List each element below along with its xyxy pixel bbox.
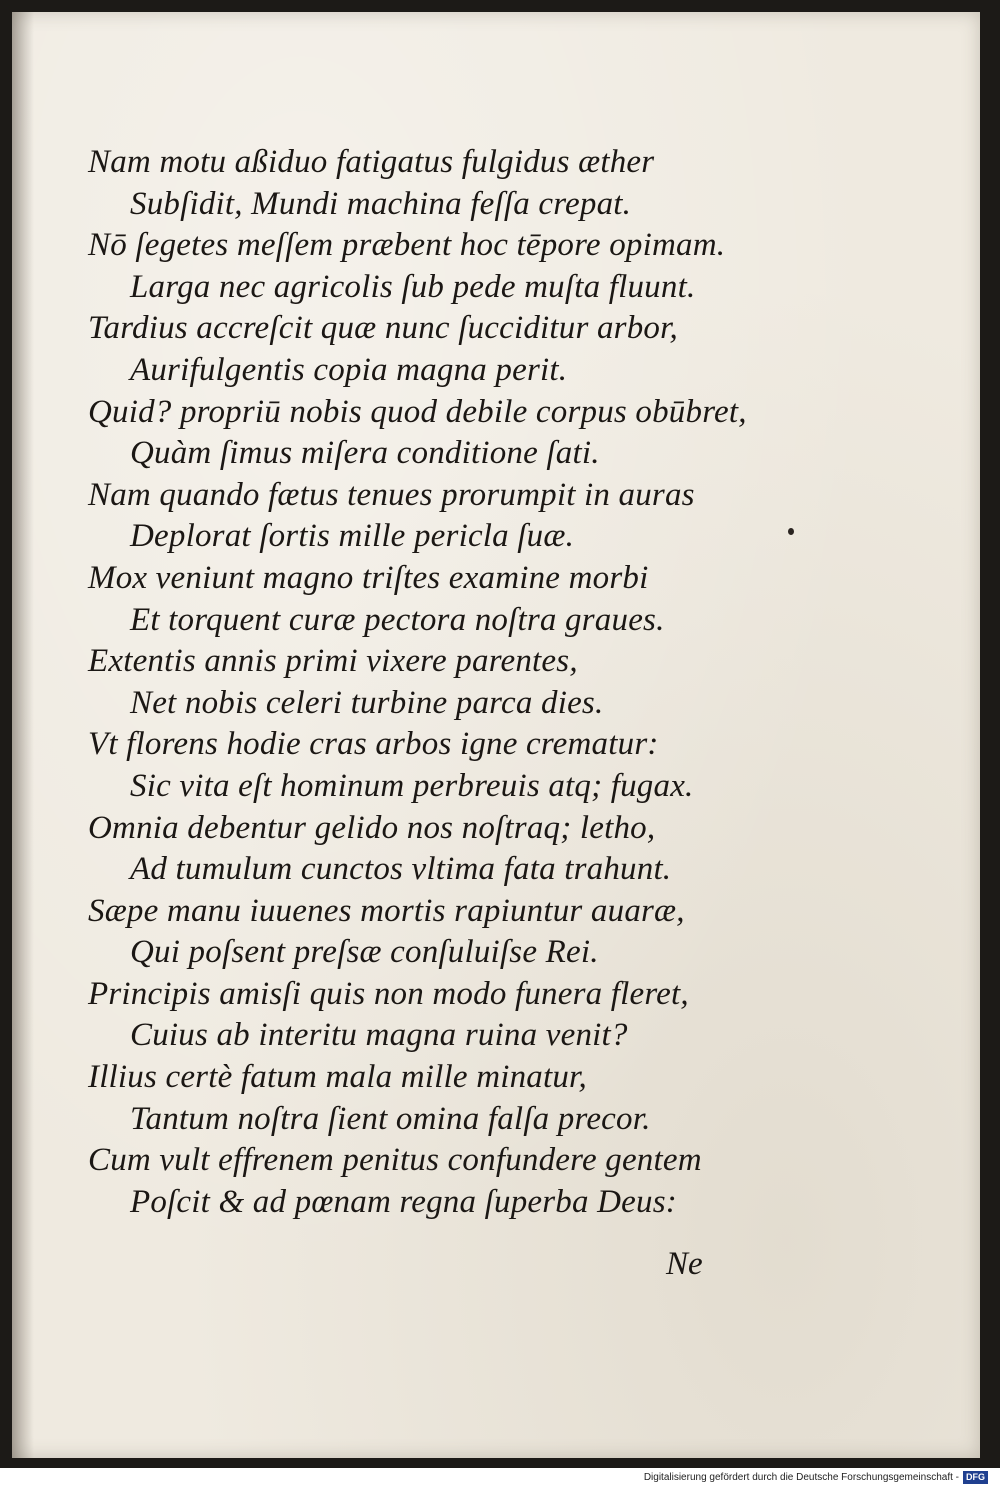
verse-line: Larga nec agricolis ſub pede muſta fluunt. [130, 268, 696, 305]
verse-line: Mox veniunt magno triſtes examine morbi [88, 559, 649, 596]
verse-line: Net nobis celeri turbine parca dies. [130, 684, 604, 721]
verse-line: Cum vult effrenem penitus confundere gentem [88, 1142, 702, 1179]
verse-line: Cuius ab interitu magna ruina venit? [130, 1017, 628, 1054]
verse-line: Nō ſegetes meſſem præbent hoc tēpore opimam. [88, 227, 726, 264]
verse-line: Illius certè fatum mala mille minatur, [88, 1059, 587, 1096]
dfg-logo: DFG [963, 1471, 988, 1484]
credit-text: Digitalisierung gefördert durch die Deutsche Forschungsgemeinschaft - [643, 1471, 959, 1483]
ink-speck [788, 528, 794, 535]
verse-line: Tardius accreſcit quæ nunc ſucciditur arbor, [88, 310, 678, 347]
verse-line: Nam quando fætus tenues prorumpit in auras [88, 476, 695, 513]
verse-line: Tantum noſtra ſient omina falſa precor. [130, 1100, 651, 1137]
verse-line: Poſcit & ad pœnam regna ſuperba Deus: [130, 1183, 677, 1220]
verse-line: Et torquent curæ pectora noſtra graues. [130, 601, 665, 638]
verse-line: Nam motu aßiduo fatigatus fulgidus æther [88, 144, 655, 180]
verse-line: Extentis annis primi vixere parentes, [88, 643, 578, 680]
verse-line: Aurifulgentis copia magna perit. [130, 351, 568, 388]
verse-line: Sic vita eſt hominum perbreuis atq; fugax. [130, 767, 694, 804]
verse-line: Qui poſsent preſsæ conſuluiſse Rei. [130, 934, 599, 971]
verse-line: Ad tumulum cunctos vltima fata trahunt. [130, 851, 672, 888]
footer-credit [644, 1468, 988, 1486]
gutter-shadow [12, 12, 34, 1458]
verse-line: Deplorat ſortis mille pericla ſuæ. [130, 518, 575, 555]
verse-line: Vt florens hodie cras arbos igne crematur: [88, 726, 659, 763]
verse-line: Quàm ſimus miſera conditione ſati. [130, 435, 600, 472]
verse-line: Omnia debentur gelido nos noſtraq; letho, [88, 809, 656, 846]
verse-line: Quid? propriū nobis quod debile corpus obūbret, [88, 393, 747, 430]
verse-line: Sæpe manu iuuenes mortis rapiuntur auaræ, [88, 892, 685, 929]
poem-text [88, 142, 768, 1223]
verse-line: Subſidit, Mundi machina feſſa crepat. [130, 185, 632, 222]
verse-line: Principis amisſi quis non modo funera fleret, [88, 975, 689, 1012]
catchword: Ne [666, 1246, 703, 1282]
